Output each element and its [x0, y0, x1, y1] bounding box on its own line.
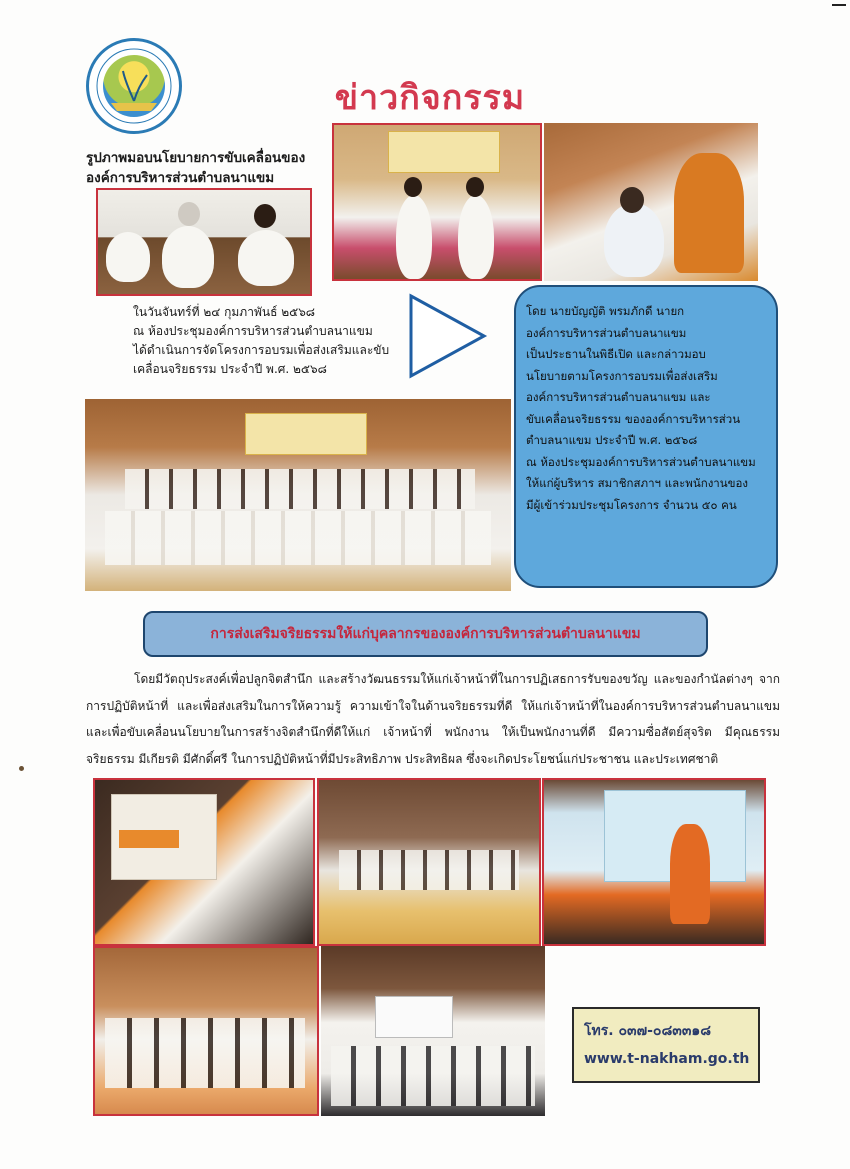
photo-monk-lecture — [542, 778, 766, 946]
photo-group — [85, 399, 511, 591]
bubble-line: ตำบลนาแขม ประจำปี พ.ศ. ๒๕๖๘ — [526, 433, 698, 447]
page-title: ข่าวกิจกรรม — [334, 78, 526, 118]
bubble-line: ให้แก่ผู้บริหาร สมาชิกสภาฯ และพนักงานของ — [526, 476, 749, 490]
bubble-line: ขับเคลื่อนจริยธรรม ขององค์การบริหารส่วน — [526, 411, 741, 426]
photo-training-room — [321, 946, 545, 1116]
caption-line: ในวันจันทร์ที่ ๒๔ กุมภาพันธ์ ๒๕๖๘ — [133, 305, 316, 319]
photo-participants-hall — [93, 946, 319, 1116]
subtitle-line: รูปภาพมอบนโยบายการขับเคลื่อนของ — [86, 150, 306, 166]
photo-monk-blessing — [544, 123, 758, 281]
logo-ring — [89, 41, 179, 131]
paragraph-text: โดยมีวัตถุประสงค์เพื่อปลูกจิตสำนึก และสร้างวัฒนธรรมให้แก่เจ้าหน้าที่ในการปฏิเสธการรับของขวัญ และของกำนัลต่างๆ จากการปฏิบัติหน้าที่ และเพื่อส่งเสริมในการให้ความรู้ ความเข้าใจในด้านจริยธรรมที่ดี ให้แก่เจ้าหน้าที่ในองค์การบริหารส่วนตำบลนาแขม และเพื่อขับเคลื่อนนโยบายในการสร้างจิตสำนึกที่ดีให้แก่ เจ้าหน้าที่ พนักงาน ให้เป็นพนักงานที่ดี มีความซื่อสัตย์สุจริต มีคุณธรรม จริยธรรม มีเกียรติ มีศักดิ์ศรี ในการปฏิบัติหน้าที่มีประสิทธิภาพ ประสิทธิผล ซึ่งจะเกิดประโยชน์แก่ประชาชน และประเทศชาติ — [86, 672, 780, 766]
bubble-line: องค์การบริหารส่วนตำบลนาแขม — [526, 325, 687, 340]
bubble-line: เป็นประธานในพิธีเปิด และกล่าวมอบ — [526, 347, 706, 361]
section-banner: การส่งเสริมจริยธรรมให้แก่บุคลากรขององค์การบริหารส่วนตำบลนาแขม — [143, 611, 708, 657]
bubble-line: ณ ห้องประชุมองค์การบริหารส่วนตำบลนาแขม — [526, 454, 756, 469]
caption-line: ได้ดำเนินการจัดโครงการอบรมเพื่อส่งเสริมและขับ — [133, 343, 390, 357]
bubble-line: นโยบายตามโครงการอบรมเพื่อส่งเสริม — [526, 368, 718, 383]
organization-logo — [86, 38, 182, 134]
photo-participants-small — [96, 188, 312, 296]
photo-award-ceremony — [332, 123, 542, 281]
contact-box — [572, 1007, 760, 1083]
bubble-line: โดย นายบัญญัติ พรมภักดี นายก — [526, 304, 685, 318]
contact-website: www.t-nakham.go.th — [584, 1051, 750, 1067]
play-arrow-icon — [408, 293, 488, 379]
caption-line: ณ ห้องประชุมองค์การบริหารส่วนตำบลนาแขม — [133, 324, 373, 338]
subtitle-line: องค์การบริหารส่วนตำบลนาแขม — [86, 170, 275, 186]
event-caption — [133, 303, 433, 379]
body-paragraph — [86, 666, 780, 772]
scan-speck — [19, 766, 24, 771]
section-subtitle — [86, 148, 326, 188]
caption-line: เคลื่อนจริยธรรม ประจำปี พ.ศ. ๒๕๖๘ — [133, 362, 327, 376]
photo-speaker-presentation — [93, 778, 315, 946]
photo-seated-audience — [317, 778, 541, 946]
contact-phone: โทร. ๐๓๗-๐๘๓๓๑๘ — [584, 1023, 712, 1039]
info-bubble — [514, 285, 778, 588]
corner-mark — [832, 4, 846, 6]
bubble-line: องค์การบริหารส่วนตำบลนาแขม และ — [526, 390, 711, 404]
bubble-line: มีผู้เข้าร่วมประชุมโครงการ จำนวน ๕๐ คน — [526, 497, 737, 512]
